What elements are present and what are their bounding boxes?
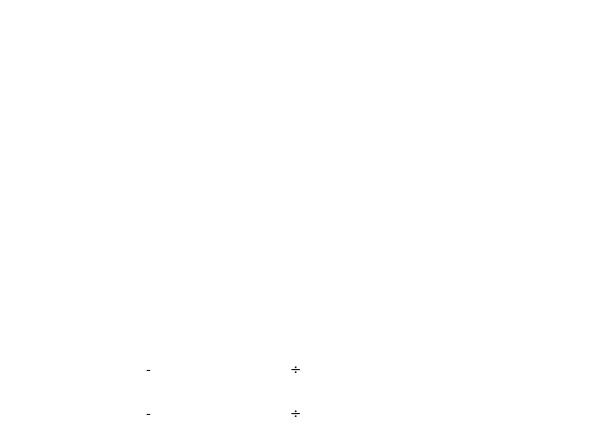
- schedule-row-1-colon: ÷: [290, 362, 302, 378]
- schedule-row-1-dash: -: [146, 362, 151, 378]
- schedule-row-2-dash: -: [146, 406, 151, 422]
- schedule-row-2-colon: ÷: [290, 406, 302, 422]
